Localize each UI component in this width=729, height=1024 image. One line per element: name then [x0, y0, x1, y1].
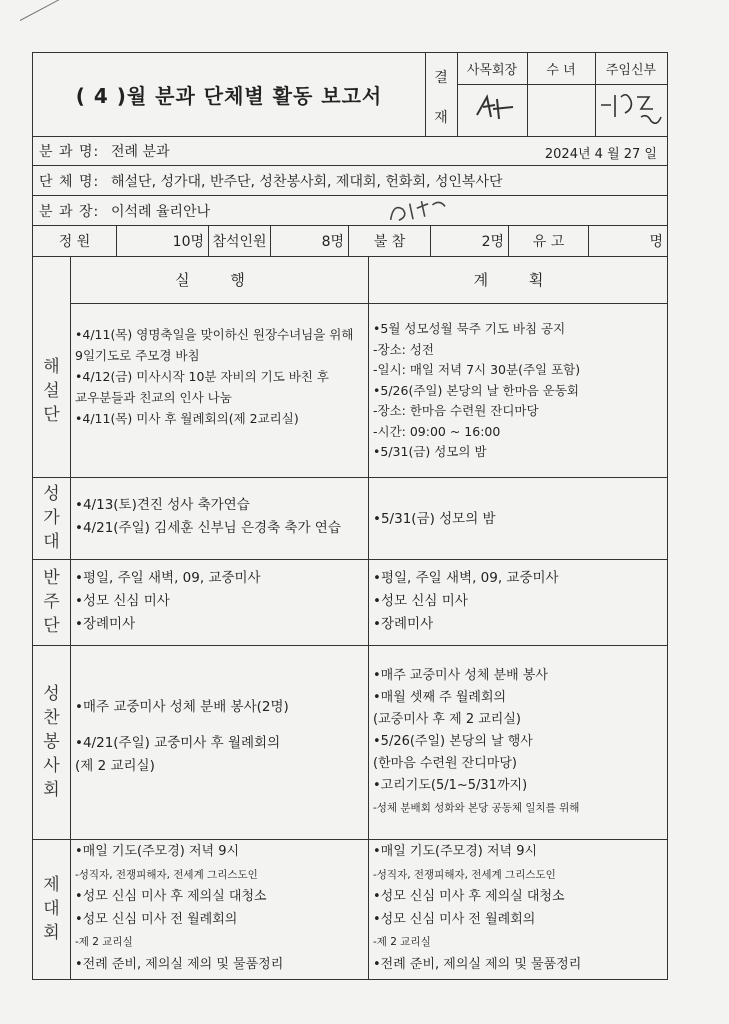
text-line: •4/21(주일) 김세훈 신부님 은경축 축가 연습	[75, 520, 341, 536]
label-char: 사	[43, 756, 60, 776]
approver-role: 사목회장	[457, 53, 527, 85]
text-line: 9일기도로 주모경 바침	[75, 348, 200, 363]
text-line: 교우분들과 친교의 인사 나눔	[75, 390, 232, 405]
text-line: •전례 준비, 제의실 제의 및 물품정리	[373, 956, 582, 972]
text-line: •5월 성모성월 묵주 기도 바침 공지	[373, 321, 566, 336]
label-char: 성	[43, 684, 60, 704]
division-row	[33, 136, 667, 166]
text-line: -일시: 매일 저녁 7시 30분(주일 포함)	[373, 362, 581, 377]
section-label-accompanists	[33, 559, 70, 645]
groups-value: 해설단, 성가대, 반주단, 성찬봉사회, 제대회, 헌화회, 성인복사단	[111, 173, 503, 190]
approval-label-bottom: 재	[434, 110, 448, 126]
section-label-altar-society	[33, 839, 70, 979]
label-char: 제	[43, 875, 60, 895]
text-line: -장소: 한마음 수련원 잔디마당	[373, 403, 539, 418]
commentators-plan	[373, 319, 580, 463]
row-divider	[33, 477, 667, 478]
row-divider	[33, 645, 667, 646]
label-char: 단	[43, 616, 60, 636]
excused-value: 명	[649, 234, 663, 250]
text-line: •고리기도(5/1~5/31까지)	[373, 778, 528, 793]
groups-row	[33, 166, 667, 196]
text-line	[75, 719, 289, 732]
text-line: •평일, 주일 새벽, 09, 교중미사	[373, 570, 559, 586]
label-char: 주	[43, 592, 60, 612]
section-label-eucharist-ministers	[33, 645, 70, 839]
text-line: -장소: 성전	[373, 341, 434, 357]
text-line: -성체 분배회 성화와 본당 공동체 일치를 위해	[373, 802, 580, 814]
text-line: •매월 셋째 주 월례회의	[373, 690, 507, 705]
eucharist-ministers-done	[75, 696, 289, 778]
corner-pen-mark	[20, 0, 59, 21]
text-line: •평일, 주일 새벽, 09, 교중미사	[75, 570, 261, 586]
label-char: 찬	[43, 708, 60, 728]
text-line: •장례미사	[75, 616, 136, 632]
text-line: •매일 기도(주모경) 저녁 9시	[373, 844, 538, 859]
column-done: 실 행	[70, 256, 368, 304]
text-line: •5/26(주일) 본당의 날 한마음 운동회	[373, 382, 579, 398]
section-label-choir	[33, 477, 70, 559]
label-char: 회	[43, 923, 60, 943]
accompanists-done	[75, 567, 261, 636]
text-line: -성직자, 전쟁피해자, 전세계 그리스도인	[373, 868, 556, 881]
approval-label-top: 결	[434, 70, 448, 86]
choir-plan	[373, 508, 496, 531]
label-char: 해	[43, 356, 60, 377]
absent-label: 불 참	[349, 226, 431, 256]
text-line: (교중미사 후 제 2 교리실)	[373, 712, 521, 727]
text-line: •4/21(주일) 교중미사 후 월례회의	[75, 735, 281, 751]
signature-box	[527, 85, 595, 136]
text-line: •5/26(주일) 본당의 날 행사	[373, 734, 533, 749]
label-char: 가	[43, 508, 60, 528]
text-line: -시간: 09:00 ~ 16:00	[373, 423, 501, 439]
division-value: 전례 분과	[111, 143, 170, 160]
division-label: 분 과 명:	[39, 143, 100, 160]
text-line: •성모 신심 미사 전 월례회의	[75, 911, 238, 927]
text-line: •매주 교중미사 성체 분배 봉사	[373, 668, 548, 683]
head-value: 이석례 율리안나	[111, 203, 211, 220]
label-char: 반	[43, 568, 60, 588]
head-label: 분 과 장:	[39, 203, 100, 220]
excused-label: 유 고	[509, 226, 589, 256]
text-line: •성모 신심 미사 후 제의실 대청소	[75, 889, 267, 904]
label-char: 성	[43, 484, 60, 504]
text-line: (제 2 교리실)	[75, 758, 155, 774]
text-line: •매일 기도(주모경) 저녁 9시	[75, 844, 240, 859]
section-label-commentators	[33, 304, 70, 477]
absent-value: 2명	[431, 226, 509, 256]
members-label: 정 원	[33, 226, 117, 256]
text-line: •5/31(금) 성모의 밤	[373, 444, 487, 459]
row-divider	[33, 839, 667, 840]
report-date: 2024년 4 월 27 일	[544, 147, 657, 162]
text-line: •매주 교중미사 성체 분배 봉사(2명)	[75, 699, 289, 715]
accompanists-plan	[373, 567, 559, 636]
approver-council-president	[457, 53, 528, 136]
commentators-done	[75, 324, 353, 429]
column-divider	[368, 256, 369, 979]
label-char: 대	[43, 899, 60, 919]
attend-label: 참석인원	[209, 226, 271, 256]
approver-sister	[527, 53, 596, 136]
text-line: •4/13(토)견진 성사 축가연습	[75, 497, 250, 513]
signature-mark	[597, 87, 665, 133]
row-divider	[33, 559, 667, 560]
text-line: -성직자, 전쟁피해자, 전세계 그리스도인	[75, 868, 258, 881]
altar-society-plan	[373, 841, 581, 976]
column-plan: 계 획	[368, 256, 667, 304]
text-line: •성모 신심 미사 전 월례회의	[373, 911, 536, 927]
label-char: 회	[43, 780, 60, 800]
label-char: 설	[43, 380, 60, 401]
form-header	[33, 53, 667, 137]
signature-mark	[473, 93, 517, 123]
text-line: -제 2 교리실	[373, 936, 431, 948]
label-char: 봉	[43, 732, 60, 752]
text-line: •4/12(금) 미사시작 10분 자비의 기도 바친 후	[75, 369, 329, 384]
approver-role: 주임신부	[595, 53, 667, 85]
signature-box	[595, 85, 667, 136]
approver-role: 수 녀	[527, 53, 595, 85]
attendance-row	[33, 226, 667, 257]
text-line: •4/11(목) 영명축일을 맞이하신 원장수녀님을 위해	[75, 327, 354, 342]
eucharist-ministers-plan	[373, 665, 579, 819]
attend-value: 8명	[271, 226, 349, 256]
groups-label: 단 체 명:	[39, 173, 100, 190]
text-line: •성모 신심 미사	[75, 593, 170, 609]
report-title: ( 4 )월 분과 단체별 활동 보고서	[33, 53, 426, 136]
approval-label	[425, 53, 458, 136]
label-char: 단	[43, 404, 60, 425]
signature-box	[457, 85, 527, 136]
altar-society-done	[75, 841, 283, 976]
text-line: •전례 준비, 제의실 제의 및 물품정리	[75, 956, 284, 972]
label-divider	[70, 256, 71, 979]
report-form	[32, 52, 668, 980]
text-line: •성모 신심 미사 후 제의실 대청소	[373, 889, 565, 904]
choir-done	[75, 494, 341, 540]
approver-pastor	[595, 53, 667, 136]
members-value: 10명	[117, 226, 209, 256]
text-line: •장례미사	[373, 616, 434, 632]
text-line: •성모 신심 미사	[373, 593, 468, 609]
text-line: -제 2 교리실	[75, 936, 133, 948]
text-line: •5/31(금) 성모의 밤	[373, 511, 496, 527]
label-char: 대	[43, 532, 60, 552]
head-row	[33, 196, 667, 226]
text-line: (한마음 수련원 잔디마당)	[373, 756, 517, 771]
text-line: •4/11(목) 미사 후 월례회의(제 2교리실)	[75, 411, 299, 426]
